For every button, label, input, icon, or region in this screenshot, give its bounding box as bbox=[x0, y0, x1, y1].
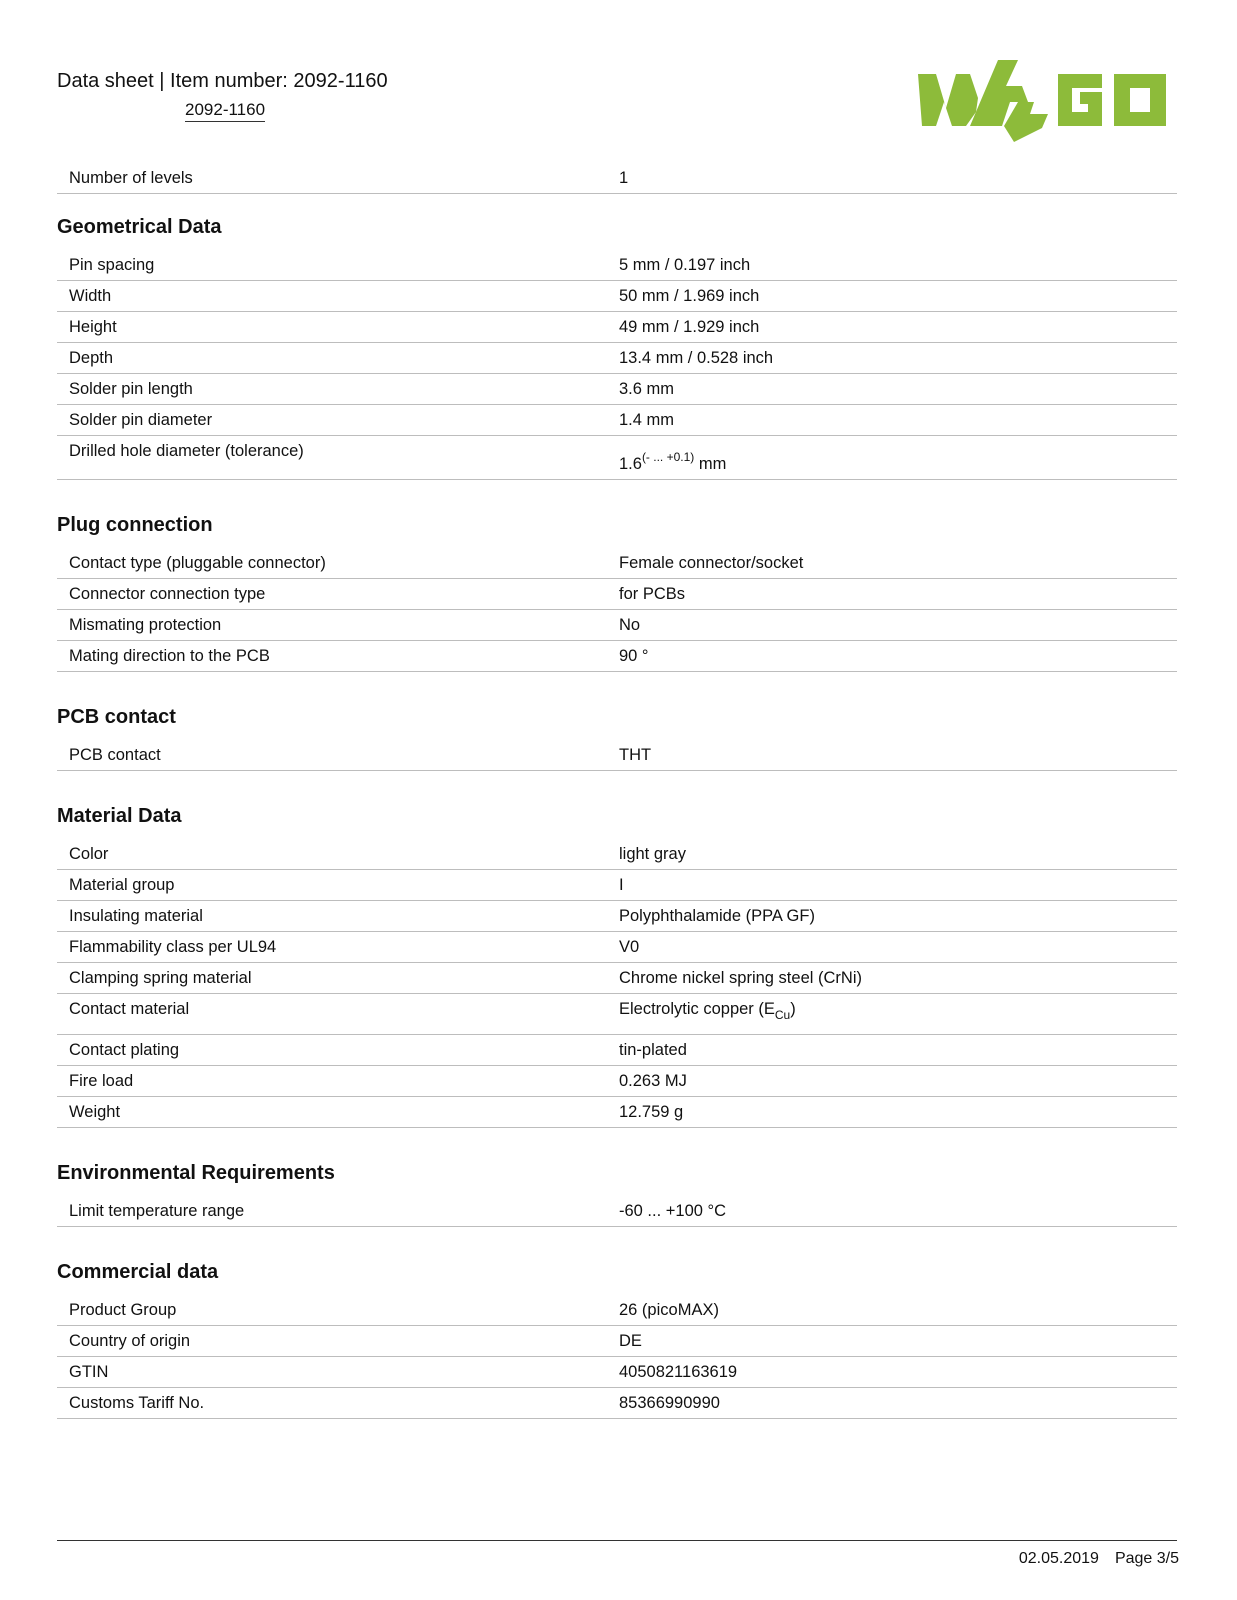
page-title: Data sheet | Item number: 2092-1160 bbox=[57, 70, 388, 92]
spec-label: Material group bbox=[69, 876, 175, 894]
spec-row bbox=[57, 1196, 1177, 1227]
footer-divider bbox=[57, 1540, 1177, 1541]
spec-label: Product Group bbox=[69, 1301, 177, 1319]
spec-value: DE bbox=[619, 1332, 642, 1350]
wago-logo bbox=[918, 56, 1178, 146]
spec-row bbox=[57, 610, 1177, 641]
spec-row bbox=[57, 740, 1177, 771]
spec-row bbox=[57, 312, 1177, 343]
spec-row bbox=[57, 870, 1177, 901]
spec-row bbox=[57, 839, 1177, 870]
spec-label: Contact plating bbox=[69, 1041, 180, 1059]
section-title-pcb-contact: PCB contact bbox=[57, 706, 176, 728]
copper-subscript: Cu bbox=[774, 1008, 791, 1022]
section-title-material-data: Material Data bbox=[57, 805, 182, 827]
page-footer bbox=[1019, 1550, 1179, 1568]
spec-row bbox=[57, 963, 1177, 994]
spec-label: Clamping spring material bbox=[69, 969, 252, 987]
spec-label: Height bbox=[69, 318, 117, 336]
spec-value: Female connector/socket bbox=[619, 554, 804, 572]
spec-row bbox=[57, 1357, 1177, 1388]
spec-label: Country of origin bbox=[69, 1332, 191, 1350]
spec-value: 3.6 mm bbox=[619, 380, 675, 398]
spec-row bbox=[57, 932, 1177, 963]
tolerance-superscript: (- ... +0.1) bbox=[641, 450, 695, 464]
spec-label: Drilled hole diameter (tolerance) bbox=[69, 442, 304, 460]
spec-label: Connector connection type bbox=[69, 585, 266, 603]
spec-value: I bbox=[619, 876, 624, 894]
spec-row bbox=[57, 994, 1177, 1035]
spec-label: Depth bbox=[69, 349, 114, 367]
spec-row bbox=[57, 1326, 1177, 1357]
spec-row bbox=[57, 250, 1177, 281]
spec-label: GTIN bbox=[69, 1363, 109, 1381]
spec-value: Polyphthalamide (PPA GF) bbox=[619, 907, 815, 925]
section-title-geometrical-data: Geometrical Data bbox=[57, 216, 222, 238]
spec-value: 13.4 mm / 0.528 inch bbox=[619, 349, 774, 367]
spec-value bbox=[619, 994, 1177, 1034]
spec-label: Mating direction to the PCB bbox=[69, 647, 270, 665]
spec-row bbox=[57, 1035, 1177, 1066]
spec-label: Number of levels bbox=[69, 169, 193, 187]
spec-row bbox=[57, 281, 1177, 312]
spec-value: 5 mm / 0.197 inch bbox=[619, 256, 751, 274]
spec-label: Limit temperature range bbox=[69, 1202, 245, 1220]
spec-label: Color bbox=[69, 845, 109, 863]
spec-value: 49 mm / 1.929 inch bbox=[619, 318, 760, 336]
section-title-plug-connection: Plug connection bbox=[57, 514, 213, 536]
spec-row bbox=[57, 1388, 1177, 1419]
spec-label: Insulating material bbox=[69, 907, 203, 925]
spec-value: 85366990990 bbox=[619, 1394, 720, 1412]
spec-value: 1 bbox=[619, 169, 629, 187]
spec-value: 12.759 g bbox=[619, 1103, 684, 1121]
spec-row bbox=[57, 548, 1177, 579]
spec-sections bbox=[57, 163, 1177, 1419]
spec-label: Solder pin diameter bbox=[69, 411, 213, 429]
spec-row bbox=[57, 1295, 1177, 1326]
section-title-environmental-requirements: Environmental Requirements bbox=[57, 1162, 335, 1184]
section-title-commercial-data: Commercial data bbox=[57, 1261, 219, 1283]
spec-value: 0.263 MJ bbox=[619, 1072, 687, 1090]
spec-label: Weight bbox=[69, 1103, 121, 1121]
spec-row bbox=[57, 374, 1177, 405]
spec-row bbox=[57, 901, 1177, 932]
spec-value: tin-plated bbox=[619, 1041, 687, 1059]
spec-label: Customs Tariff No. bbox=[69, 1394, 205, 1412]
spec-value: for PCBs bbox=[619, 585, 686, 603]
spec-value bbox=[619, 436, 1177, 479]
spec-row bbox=[57, 405, 1177, 436]
spec-label: Contact type (pluggable connector) bbox=[69, 554, 326, 572]
spec-row bbox=[57, 1097, 1177, 1128]
spec-row bbox=[57, 343, 1177, 374]
spec-label: Contact material bbox=[69, 1000, 190, 1018]
spec-value: 26 (picoMAX) bbox=[619, 1301, 719, 1319]
spec-label: Pin spacing bbox=[69, 256, 155, 274]
spec-label: Flammability class per UL94 bbox=[69, 938, 277, 956]
spec-value: V0 bbox=[619, 938, 640, 956]
spec-value: -60 ... +100 °C bbox=[619, 1202, 727, 1220]
spec-row bbox=[57, 436, 1177, 480]
spec-row bbox=[57, 579, 1177, 610]
spec-value: THT bbox=[619, 746, 652, 764]
spec-value: 1.4 mm bbox=[619, 411, 675, 429]
spec-value: 90 ° bbox=[619, 647, 649, 665]
spec-value: 4050821163619 bbox=[619, 1363, 738, 1381]
value-close: ) bbox=[790, 1000, 796, 1018]
spec-label: Fire load bbox=[69, 1072, 134, 1090]
value-base: 1.6 bbox=[619, 455, 642, 473]
spec-label: Width bbox=[69, 287, 112, 305]
value-base: Electrolytic copper (E bbox=[619, 1000, 775, 1018]
spec-label: Solder pin length bbox=[69, 380, 193, 398]
spec-label: Mismating protection bbox=[69, 616, 222, 634]
spec-value: Chrome nickel spring steel (CrNi) bbox=[619, 969, 862, 987]
spec-row-number-of-levels bbox=[57, 163, 1177, 194]
spec-value: No bbox=[619, 616, 641, 634]
item-number-link[interactable]: 2092-1160 bbox=[185, 100, 265, 122]
footer-date: 02.05.2019 bbox=[1018, 1550, 1099, 1567]
spec-label: PCB contact bbox=[69, 746, 161, 764]
spec-value: 50 mm / 1.969 inch bbox=[619, 287, 760, 305]
spec-row bbox=[57, 1066, 1177, 1097]
value-unit: mm bbox=[694, 455, 727, 473]
spec-row bbox=[57, 641, 1177, 672]
spec-value: light gray bbox=[619, 845, 686, 863]
footer-page-number: Page 3/5 bbox=[1114, 1550, 1179, 1567]
